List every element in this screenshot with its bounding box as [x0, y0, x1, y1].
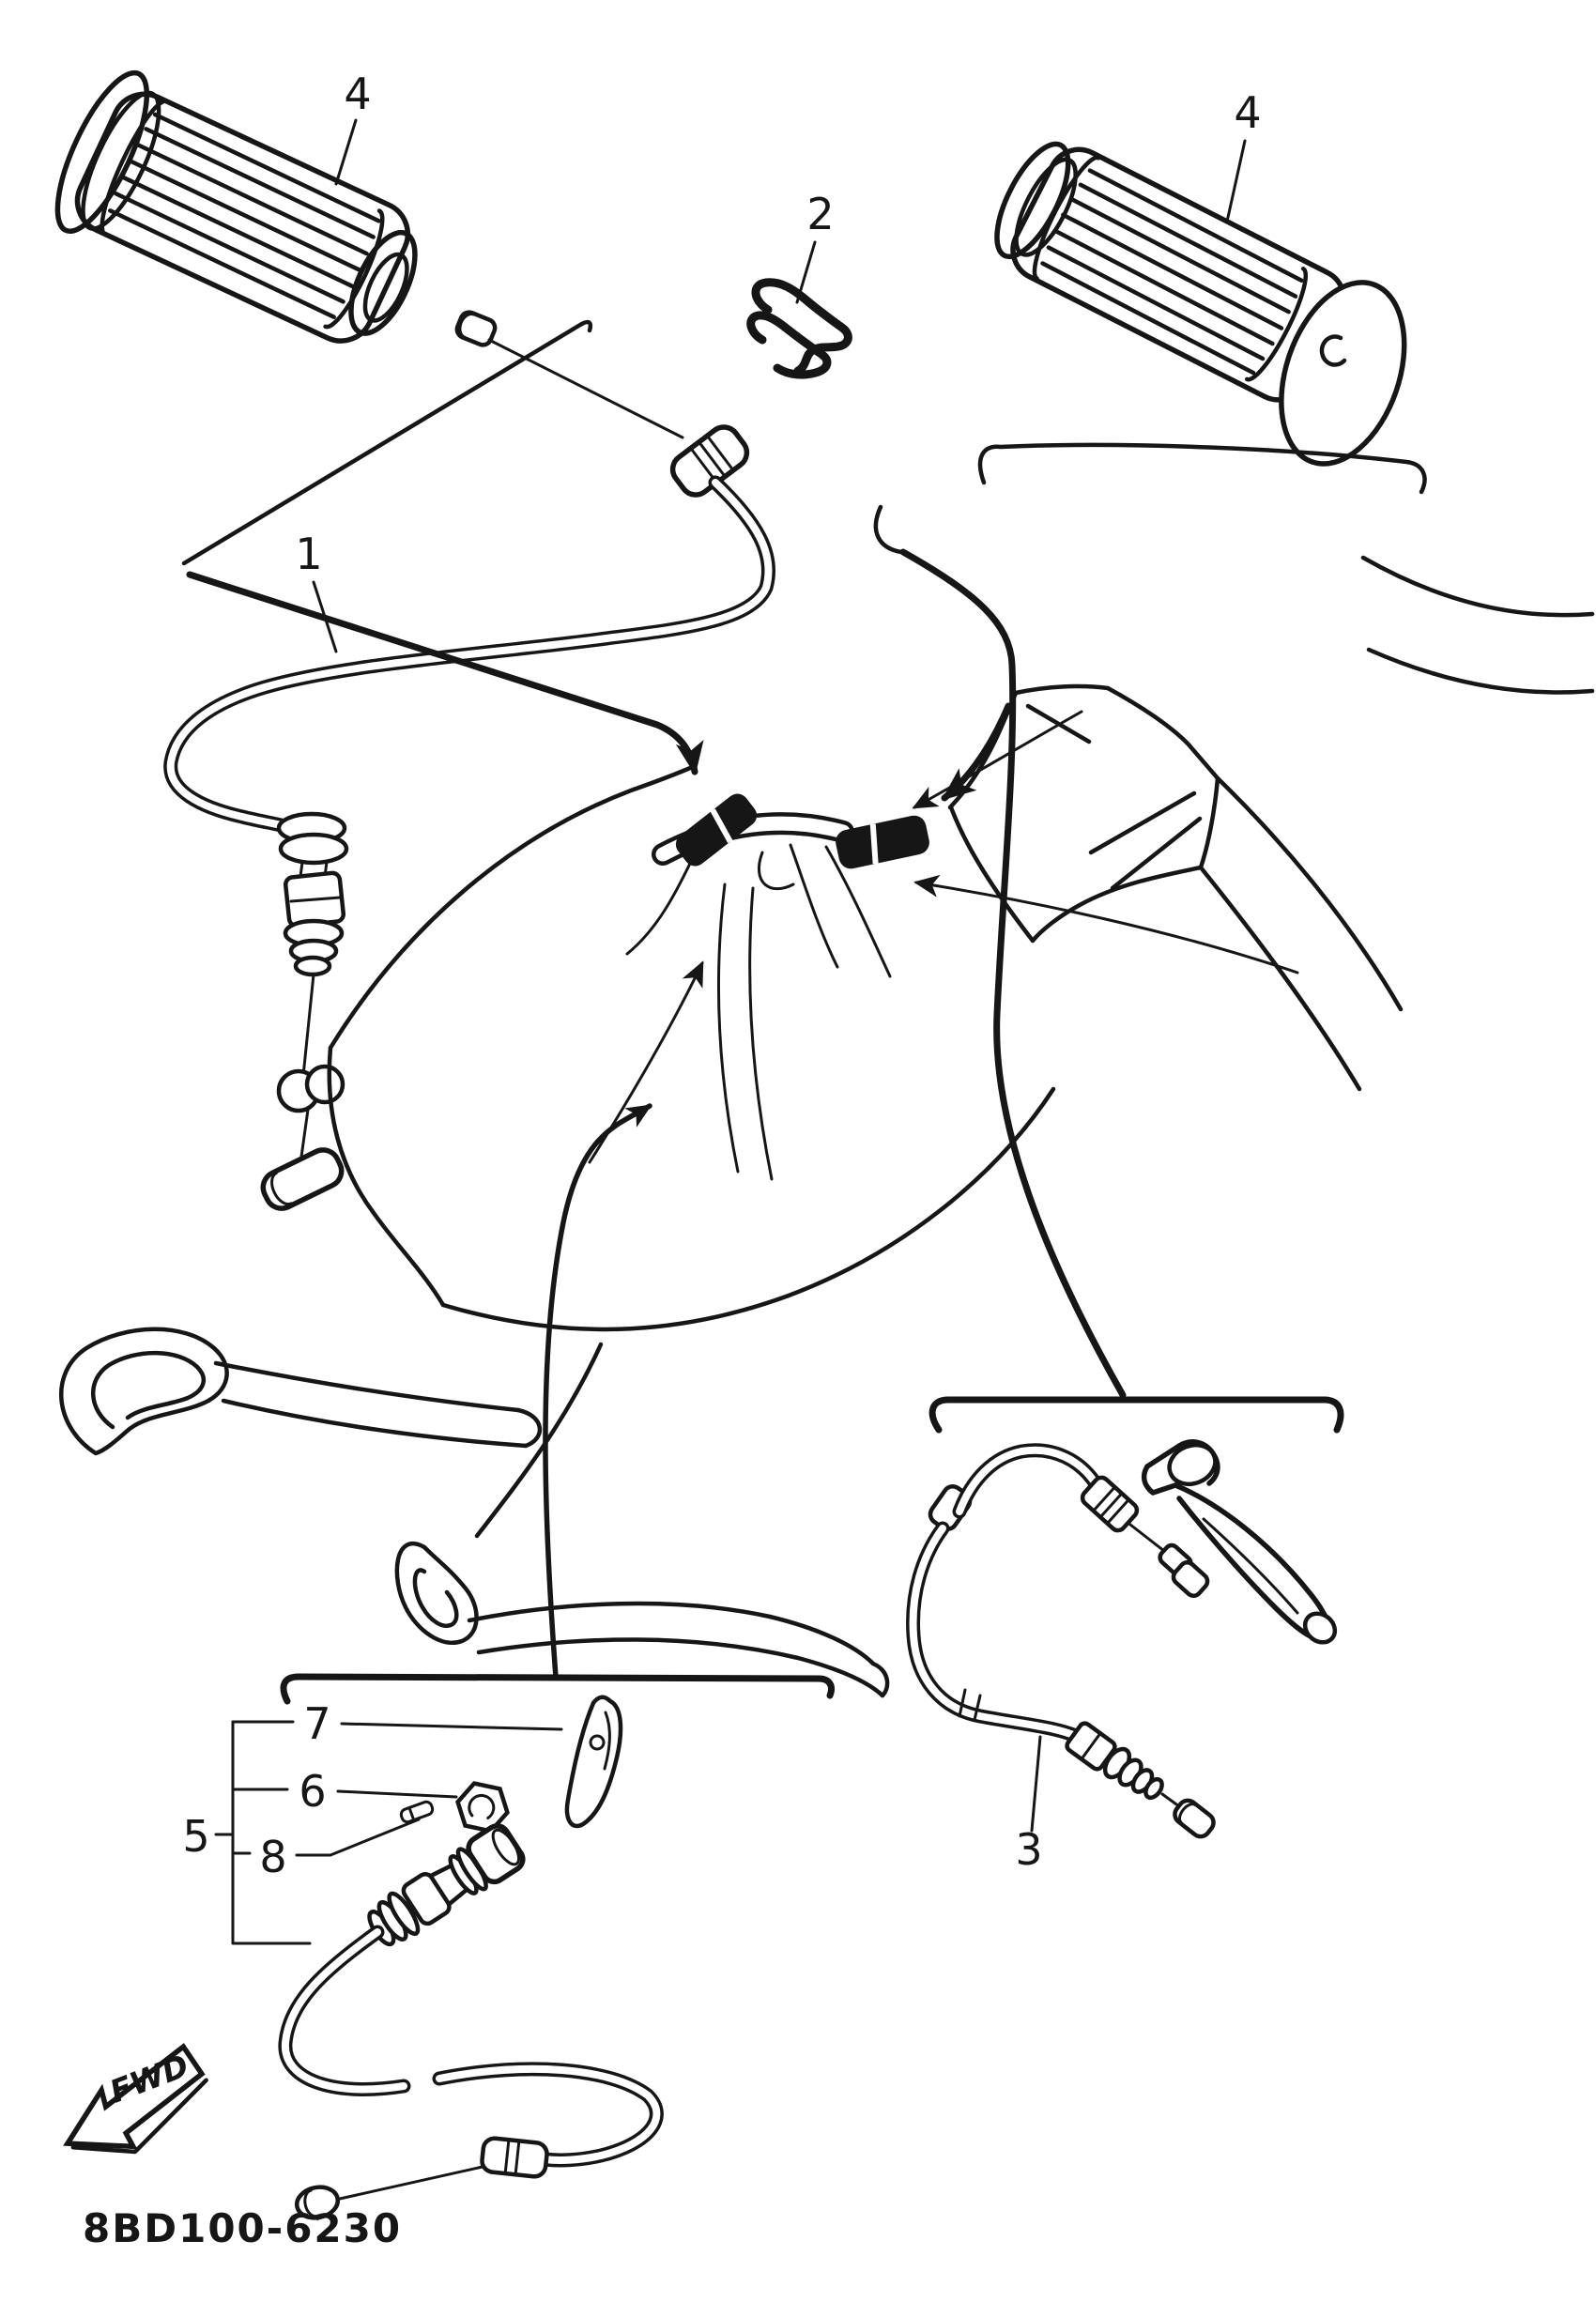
choke-cable: [285, 1932, 657, 2221]
centre-ski: [397, 1543, 887, 1696]
left-ski: [61, 1329, 540, 1453]
grip-right-callout: [1227, 87, 1262, 222]
handlebar-grip-right: [959, 111, 1450, 494]
callout-3-label: 3: [1015, 1824, 1043, 1875]
callout-7-label: 7: [303, 1698, 331, 1749]
handlebar-grip-left: [40, 62, 442, 372]
throttle-cable: [171, 310, 769, 1214]
fwd-arrow: [50, 2043, 221, 2173]
callout-4-right-label: 4: [1234, 87, 1262, 138]
callout-8-label: 8: [259, 1832, 287, 1882]
leader-lines: [184, 322, 1424, 1701]
snowmobile-body: [330, 558, 1592, 1536]
choke-knob: [361, 1821, 527, 1952]
callout-4-left-label: 4: [344, 69, 372, 119]
callout-1-label: 1: [295, 529, 323, 579]
fwd-label: FWD: [104, 2047, 194, 2110]
grip-left-callout: [336, 69, 372, 184]
clip-callout: [797, 189, 835, 302]
starter-lever-part: [567, 1697, 621, 1826]
callout-2-label: 2: [806, 189, 835, 239]
brake-cable-callout: [1015, 1737, 1042, 1875]
callout-6-label: 6: [299, 1766, 327, 1817]
callout-5-label: 5: [182, 1811, 210, 1862]
choke-callout-block: [182, 1698, 561, 1943]
brake-lever: [1144, 1438, 1341, 1649]
brake-cable-assembly: [913, 1438, 1341, 1840]
handlebar-centre: [627, 790, 931, 976]
part-number: 8BD100-6230: [83, 2205, 403, 2251]
throttle-cable-callout: [295, 529, 336, 652]
